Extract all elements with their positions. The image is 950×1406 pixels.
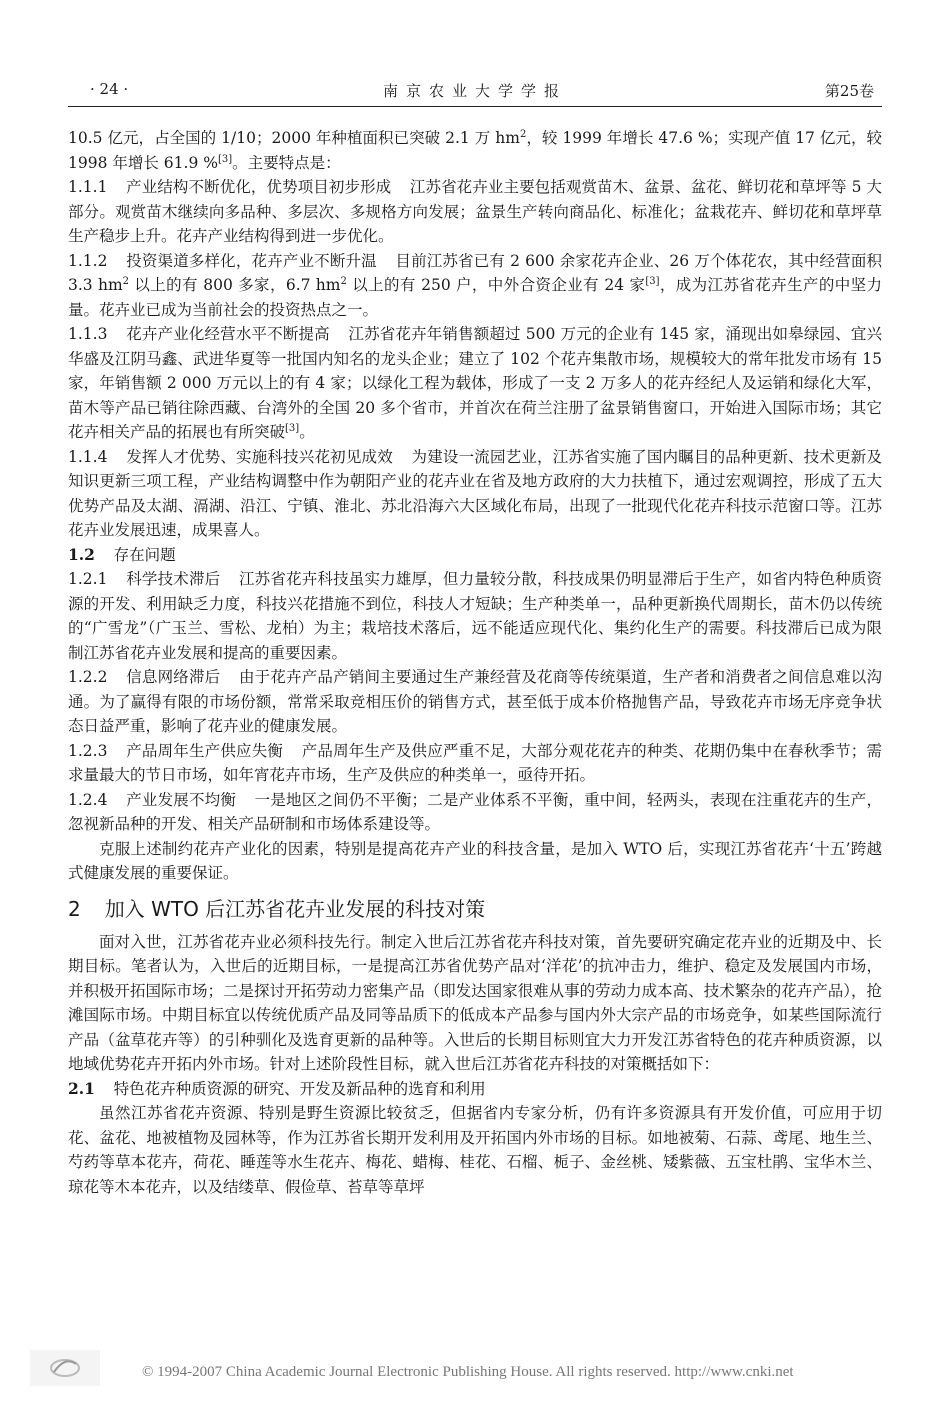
intro-paragraph: 10.5 亿元，占全国的 1/10；2000 年种植面积已突破 2.1 万 $hm^2$，较 1999 年增长 47.6 %；实现产值 17 亿元，较 1998 年增长 61.9 %[3]。主要特点是： bbox=[68, 128, 882, 172]
section-2-paragraph: 面对入世，江苏省花卉业必须科技先行。制定入世后江苏省花卉科技对策，首先要研究确定花卉业的近期及中、长期目标。笔者认为，入世后的近期目标，一是提高江苏省优势产品对‘洋花’的抗冲击力，维护、稳定及发展国内市场，并积极开拓国际市场；二是探讨开拓劳动力密集产品（即发达国家很难从事的劳动力成本高、技术繁杂的花卉产品），抢滩国际市场。中期目标宜以传统优质产品及同等品质下的低成本产品参与国内外大宗产品的市场竞争，如某些国际流行产品（盆草花卉等）的引种驯化及选育更新的品种等。入世后的长期目标则宜大力开发江苏省特色的花卉种质资源，以地域优势花卉开拓内外市场。针对上述阶段性目标，就入世后江苏省花卉科技的对策概括如下： bbox=[68, 932, 882, 1073]
section-1-2-1: 1.2.1 科学技术滞后 江苏省花卉科技虽实力雄厚，但力量较分散，科技成果仍明显滞后于生产，如省内特色种质资源的开发、利用缺乏力度，科技兴花措施不到位，科技人才短缺；生产种类单一，品种更新换代周期长，苗木仍以传统的“广雪龙”（广玉兰、雪松、龙柏）为主；栽培技术落后，远不能适应现代化、集约化生产的需要。科技滞后已成为限制江苏省花卉业发展和提高的重要因素。 bbox=[68, 570, 882, 662]
cnki-logo-icon bbox=[30, 1350, 100, 1386]
section-1-1-3: 1.1.3 花卉产业化经营水平不断提高 江苏省花卉年销售额超过 500 万元的企业有 145 家，涌现出如皋绿园、宜兴华盛及江阴马鑫、武进华夏等一批国内知名的龙头企业；建立了 102 个花卉集散市场，规模较大的常年批发市场有 15 家，年销售额 2 000 万元以上的有 4 家；以绿化工程为载体，形成了一支 2 万多人的花卉经纪人及运销和绿化大军，苗木等产品已销往除西藏、台湾外的全国 20 多个省市，并首次在荷兰注册了盆景销售窗口，开始进入国际市场；其它花卉相关产品的拓展也有所突破[3]。 bbox=[68, 325, 882, 441]
article-body bbox=[68, 126, 882, 1199]
page-footer bbox=[30, 1350, 920, 1390]
section-1-2-3: 1.2.3 产品周年生产供应失衡 产品周年生产及供应严重不足，大部分观花花卉的种类、花期仍集中在春秋季节；需求量最大的节日市场，如年宵花卉市场，生产及供应的种类单一，亟待开拓。 bbox=[68, 741, 882, 784]
section-2-1-paragraph: 虽然江苏省花卉资源、特别是野生资源比较贫乏，但据省内专家分析，仍有许多资源具有开发价值，可应用于切花、盆花、地被植物及园林等，作为江苏省长期开发利用及开拓国内外市场的目标。如地被菊、石蒜、鸢尾、地生兰、芍药等草本花卉，荷花、睡莲等水生花卉、梅花、蜡梅、桂花、石榴、栀子、金丝桃、矮紫薇、五宝杜鹃、宝华木兰、琼花等木本花卉，以及结缕草、假俭草、苔草等草坪 bbox=[68, 1104, 882, 1196]
running-header bbox=[68, 80, 882, 104]
section-1-1-2: 1.1.2 投资渠道多样化，花卉产业不断升温 目前江苏省已有 2 600 余家花卉企业、26 万个体花农，其中经营面积 3.3 $hm^2$ 以上的有 800 多家，6.7 $hm^2$ 以上的有 250 户，中外合资企业有 24 家[3]，成为江苏省花卉生产的中坚力量。花卉业已成为当前社会的投资热点之一。 bbox=[68, 251, 882, 319]
section-2-heading: 2 加入 WTO 后江苏省花卉业发展的科技对策 bbox=[68, 896, 486, 921]
header-rule bbox=[68, 106, 882, 107]
copyright-notice: © 1994-2007 China Academic Journal Electronic Publishing House. All rights reserved. http://www.cnki.net bbox=[142, 1364, 794, 1380]
section-1-1-4: 1.1.4 发挥人才优势、实施科技兴花初见成效 为建设一流园艺业，江苏省实施了国内瞩目的品种更新、技术更新及知识更新三项工程，产业结构调整中作为朝阳产业的花卉业在省及地方政府的大力扶植下，通过宏观调控，形成了五大优势产品及太湖、滆湖、沿江、宁镇、淮北、苏北沿海六大区域化布局，出现了一批现代化花卉科技示范窗口等。江苏花卉业发展迅速，成果喜人。 bbox=[68, 447, 882, 539]
page-number: · 24 · bbox=[90, 80, 129, 98]
section-1-2-2: 1.2.2 信息网络滞后 由于花卉产品产销间主要通过生产兼经营及花商等传统渠道，生产者和消费者之间信息难以沟通。为了赢得有限的市场份额，常常采取竞相压价的销售方式，甚至低于成本价格抛售产品，导致花卉市场无序竞争状态日益严重，影响了花卉业的健康发展。 bbox=[68, 668, 882, 735]
section-1-2-heading: 1.2 存在问题 bbox=[68, 544, 176, 564]
section-1-1-1: 1.1.1 产业结构不断优化，优势项目初步形成 江苏省花卉业主要包括观赏苗木、盆景、盆花、鲜切花和草坪等 5 大部分。观赏苗木继续向多品种、多层次、多规格方向发展；盆景生产转向商品化、标准化；盆栽花卉、鲜切花和草坪草生产稳步上升。花卉产业结构得到进一步优化。 bbox=[68, 178, 882, 245]
section-1-2-4: 1.2.4 产业发展不均衡 一是地区之间仍不平衡；二是产业体系不平衡，重中间，轻两头，表现在注重花卉的生产，忽视新品种的开发、相关产品研制和市场体系建设等。 bbox=[68, 790, 882, 833]
volume-label: 第25卷 bbox=[824, 82, 874, 100]
journal-title: 南京农业大学学报 bbox=[382, 82, 567, 100]
section-2-1-heading: 2.1 特色花卉种质资源的研究、开发及新品种的选育和利用 bbox=[68, 1078, 486, 1098]
overcome-paragraph: 克服上述制约花卉产业化的因素，特别是提高花卉产业的科技含量，是加入 WTO 后，实现江苏省花卉‘十五’跨越式健康发展的重要保证。 bbox=[68, 839, 882, 882]
